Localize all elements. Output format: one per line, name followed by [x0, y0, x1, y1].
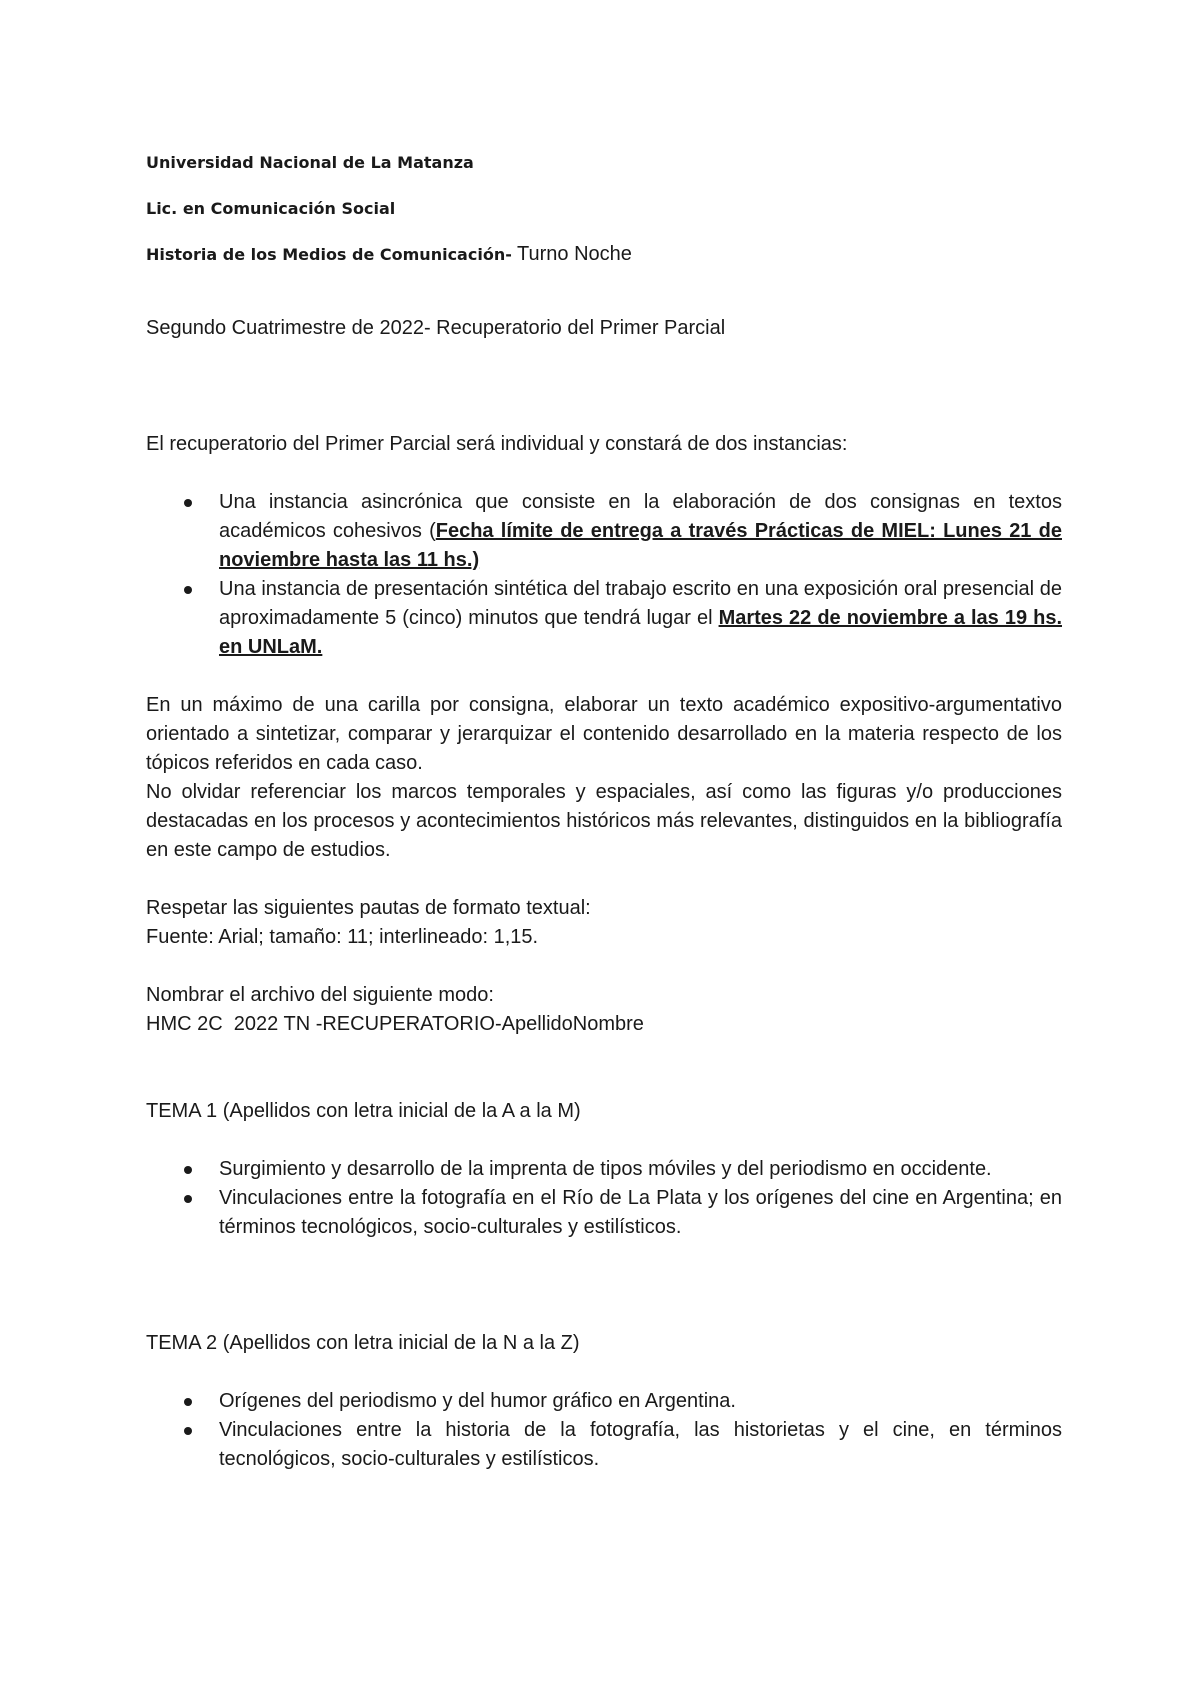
deadline-text: Fecha límite de entrega a través Prácticas de MIEL: Lunes 21 de noviembre hasta las 11 hs.): [219, 520, 1062, 571]
list-item: [146, 1184, 1062, 1242]
filename-pattern: HMC 2C 2022 TN -RECUPERATORIO-ApellidoNombre: [146, 1013, 644, 1035]
bullet-icon: [184, 1427, 192, 1435]
bullet-icon: [184, 1398, 192, 1406]
tema1-item-text: Surgimiento y desarrollo de la imprenta de tipos móviles y del periodismo en occidente.: [219, 1158, 992, 1180]
tema2-list: [146, 1387, 1062, 1474]
bullet-icon: [184, 1166, 192, 1174]
list-item: [146, 488, 1062, 575]
format-details: Fuente: Arial; tamaño: 11; interlineado: 1,15.: [146, 926, 539, 948]
list-item: [146, 575, 1062, 662]
university-name: Universidad Nacional de La Matanza: [146, 153, 474, 172]
tema1-item-text: Vinculaciones entre la fotografía en el Río de La Plata y los orígenes del cine en Argentina; en términos tecnológicos, socio-culturales y estilísticos.: [219, 1187, 1062, 1238]
degree-name: Lic. en Comunicación Social: [146, 199, 396, 218]
list-item: [146, 1416, 1062, 1474]
intro-paragraph: El recuperatorio del Primer Parcial será individual y constará de dos instancias:: [146, 433, 848, 455]
instance-text: Una instancia de presentación sintética del trabajo escrito en una exposición oral presencial de aproximadamente 5 (cinco) minutos que tendrá lugar el: [219, 578, 1062, 629]
course-shift: Turno Noche: [511, 243, 632, 265]
presentation-date-text: Martes 22 de noviembre a las 19 hs. en UNLaM.: [219, 607, 1062, 658]
course-name: Historia de los Medios de Comunicación-: [146, 245, 512, 264]
bullet-icon: [184, 586, 192, 594]
instance-text: Una instancia asincrónica que consiste en la elaboración de dos consignas en textos académicos cohesivos (: [219, 491, 1062, 542]
term-title: Segundo Cuatrimestre de 2022- Recuperatorio del Primer Parcial: [146, 317, 726, 339]
tema1-list: [146, 1155, 1062, 1242]
list-item: [146, 1387, 1062, 1416]
tema1-title: TEMA 1 (Apellidos con letra inicial de la A a la M): [146, 1100, 581, 1122]
tema2-item-text: Orígenes del periodismo y del humor gráfico en Argentina.: [219, 1390, 736, 1412]
instances-list: [146, 488, 1062, 662]
instructions-paragraph: En un máximo de una carilla por consigna, elaborar un texto académico expositivo-argumentativo orientado a sintetizar, comparar y jerarquizar el contenido desarrollado en la materia respecto de los tópicos referidos en cada caso.: [146, 694, 1062, 774]
bullet-icon: [184, 499, 192, 507]
format-heading: Respetar las siguientes pautas de formato textual:: [146, 897, 591, 919]
instructions-paragraph-2: No olvidar referenciar los marcos temporales y espaciales, así como las figuras y/o producciones destacadas en los procesos y acontecimientos históricos más relevantes, distinguidos en la bibliografía en este campo de estudios.: [146, 781, 1062, 861]
course-line: [146, 240, 1062, 269]
filename-heading: Nombrar el archivo del siguiente modo:: [146, 984, 494, 1006]
bullet-icon: [184, 1195, 192, 1203]
list-item: [146, 1155, 1062, 1184]
tema2-title: TEMA 2 (Apellidos con letra inicial de la N a la Z): [146, 1332, 580, 1354]
tema2-item-text: Vinculaciones entre la historia de la fotografía, las historietas y el cine, en términos tecnológicos, socio-culturales y estilísticos.: [219, 1419, 1062, 1470]
